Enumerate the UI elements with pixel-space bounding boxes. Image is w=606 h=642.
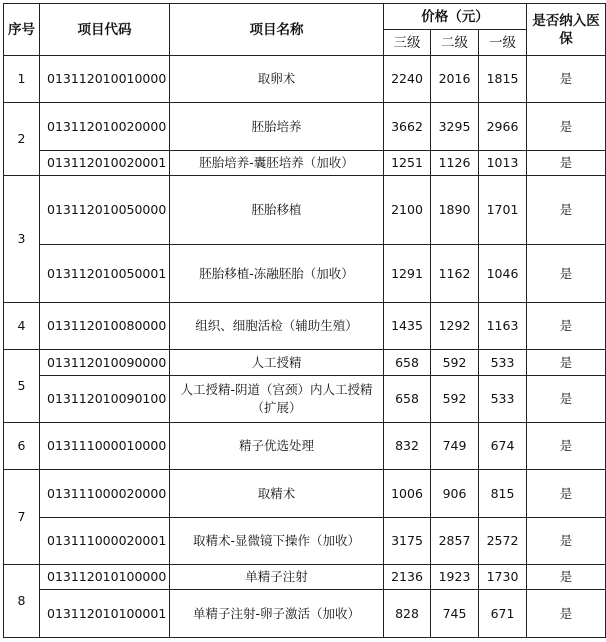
price-level2-cell: 3295 — [431, 103, 479, 151]
header-price: 价格（元） — [384, 4, 527, 30]
name-cell: 单精子注射-卵子激活（加收） — [170, 590, 384, 638]
seq-cell: 6 — [4, 423, 40, 470]
price-level3-cell: 658 — [384, 350, 431, 376]
insured-cell: 是 — [527, 376, 606, 423]
header-seq: 序号 — [4, 4, 40, 56]
table-row — [4, 470, 606, 518]
price-level3-cell: 1006 — [384, 470, 431, 518]
code-cell: 013112010100000 — [40, 565, 170, 590]
name-cell: 胚胎移植-冻融胚胎（加收） — [170, 245, 384, 303]
price-level2-cell: 2016 — [431, 56, 479, 103]
price-level1-cell: 533 — [479, 376, 527, 423]
insured-cell: 是 — [527, 103, 606, 151]
table-row — [4, 151, 606, 176]
insured-cell: 是 — [527, 590, 606, 638]
price-level1-cell: 2572 — [479, 518, 527, 565]
name-cell: 人工授精 — [170, 350, 384, 376]
price-level2-cell: 592 — [431, 350, 479, 376]
price-level3-cell: 3662 — [384, 103, 431, 151]
price-level1-cell: 674 — [479, 423, 527, 470]
price-level3-cell: 828 — [384, 590, 431, 638]
insured-cell: 是 — [527, 423, 606, 470]
name-cell: 胚胎培养 — [170, 103, 384, 151]
code-cell: 013112010050000 — [40, 176, 170, 245]
price-level3-cell: 658 — [384, 376, 431, 423]
name-cell: 单精子注射 — [170, 565, 384, 590]
code-cell: 013111000010000 — [40, 423, 170, 470]
price-level2-cell: 1292 — [431, 303, 479, 350]
insured-cell: 是 — [527, 565, 606, 590]
price-level2-cell: 1126 — [431, 151, 479, 176]
code-cell: 013112010020000 — [40, 103, 170, 151]
seq-cell: 2 — [4, 103, 40, 176]
seq-cell: 4 — [4, 303, 40, 350]
insured-cell: 是 — [527, 56, 606, 103]
price-level3-cell: 3175 — [384, 518, 431, 565]
price-level2-cell: 745 — [431, 590, 479, 638]
table-row — [4, 590, 606, 638]
name-cell: 取卵术 — [170, 56, 384, 103]
price-table — [3, 3, 606, 638]
price-level3-cell: 832 — [384, 423, 431, 470]
seq-cell: 5 — [4, 350, 40, 423]
insured-cell: 是 — [527, 245, 606, 303]
price-level3-cell: 1251 — [384, 151, 431, 176]
name-cell: 胚胎培养-囊胚培养（加收） — [170, 151, 384, 176]
price-level3-cell: 2100 — [384, 176, 431, 245]
header-level2: 二级 — [431, 30, 479, 56]
price-level3-cell: 2136 — [384, 565, 431, 590]
table-row — [4, 56, 606, 103]
price-level1-cell: 1815 — [479, 56, 527, 103]
header-name: 项目名称 — [170, 4, 384, 56]
price-level2-cell: 592 — [431, 376, 479, 423]
code-cell: 013111000020001 — [40, 518, 170, 565]
price-level1-cell: 1046 — [479, 245, 527, 303]
table-row — [4, 376, 606, 423]
insured-cell: 是 — [527, 470, 606, 518]
price-level2-cell: 1923 — [431, 565, 479, 590]
price-level1-cell: 1701 — [479, 176, 527, 245]
code-cell: 013112010020001 — [40, 151, 170, 176]
table-row — [4, 565, 606, 590]
price-level1-cell: 1730 — [479, 565, 527, 590]
table-row — [4, 176, 606, 245]
table-row — [4, 350, 606, 376]
insured-cell: 是 — [527, 151, 606, 176]
price-level2-cell: 1162 — [431, 245, 479, 303]
insured-cell: 是 — [527, 176, 606, 245]
table-row — [4, 518, 606, 565]
price-level1-cell: 671 — [479, 590, 527, 638]
price-level3-cell: 1435 — [384, 303, 431, 350]
header-level1: 一级 — [479, 30, 527, 56]
code-cell: 013112010050001 — [40, 245, 170, 303]
table-row — [4, 423, 606, 470]
price-level3-cell: 2240 — [384, 56, 431, 103]
price-level2-cell: 1890 — [431, 176, 479, 245]
name-cell: 胚胎移植 — [170, 176, 384, 245]
insured-cell: 是 — [527, 303, 606, 350]
price-level1-cell: 815 — [479, 470, 527, 518]
insured-cell: 是 — [527, 350, 606, 376]
price-level2-cell: 906 — [431, 470, 479, 518]
table-row — [4, 103, 606, 151]
price-level2-cell: 749 — [431, 423, 479, 470]
table-row — [4, 303, 606, 350]
name-cell: 精子优选处理 — [170, 423, 384, 470]
price-level1-cell: 533 — [479, 350, 527, 376]
code-cell: 013112010010000 — [40, 56, 170, 103]
price-level2-cell: 2857 — [431, 518, 479, 565]
name-cell: 人工授精-阴道（宫颈）内人工授精（扩展） — [170, 376, 384, 423]
price-level1-cell: 2966 — [479, 103, 527, 151]
header-level3: 三级 — [384, 30, 431, 56]
price-level1-cell: 1013 — [479, 151, 527, 176]
insured-cell: 是 — [527, 518, 606, 565]
seq-cell: 8 — [4, 565, 40, 638]
code-cell: 013112010100001 — [40, 590, 170, 638]
header-code: 项目代码 — [40, 4, 170, 56]
code-cell: 013112010080000 — [40, 303, 170, 350]
code-cell: 013112010090000 — [40, 350, 170, 376]
seq-cell: 7 — [4, 470, 40, 565]
header-insured: 是否纳入医保 — [527, 4, 606, 56]
price-level1-cell: 1163 — [479, 303, 527, 350]
name-cell: 取精术 — [170, 470, 384, 518]
seq-cell: 3 — [4, 176, 40, 303]
name-cell: 取精术-显微镜下操作（加收） — [170, 518, 384, 565]
table-row — [4, 245, 606, 303]
code-cell: 013112010090100 — [40, 376, 170, 423]
code-cell: 013111000020000 — [40, 470, 170, 518]
name-cell: 组织、细胞活检（辅助生殖） — [170, 303, 384, 350]
seq-cell: 1 — [4, 56, 40, 103]
price-level3-cell: 1291 — [384, 245, 431, 303]
